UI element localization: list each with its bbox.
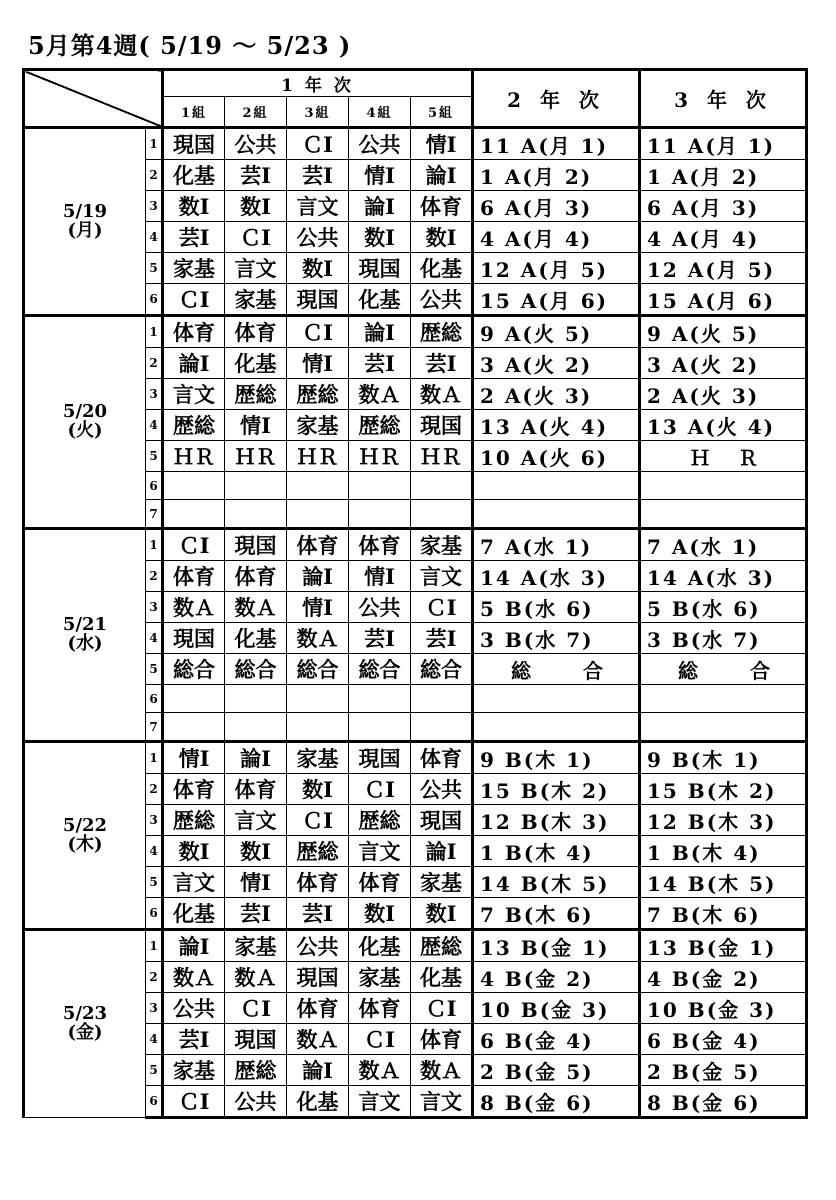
period-number: 4 <box>146 410 163 441</box>
class-subject-cell <box>163 685 225 713</box>
class-subject-cell: 体育 <box>411 1024 473 1055</box>
class-subject-cell: 芸Ⅰ <box>225 898 287 930</box>
day-weekday: (金) <box>67 1022 103 1043</box>
period-number: 5 <box>146 253 163 284</box>
class-subject-cell: 歴総 <box>287 836 349 867</box>
class-subject-cell: 言文 <box>225 805 287 836</box>
class-subject-cell: 体育 <box>287 529 349 561</box>
period-number: 3 <box>146 191 163 222</box>
class-subject-cell: 家基 <box>349 962 411 993</box>
year2-slot-cell: 6 B(金 4) <box>473 1024 640 1055</box>
class-subject-cell: 芸Ⅰ <box>225 160 287 191</box>
class-subject-cell <box>225 713 287 742</box>
class-subject-cell: 公共 <box>287 222 349 253</box>
class-subject-cell <box>287 500 349 529</box>
period-number: 7 <box>146 713 163 742</box>
period-number: 1 <box>146 742 163 774</box>
class-subject-cell: 体育 <box>225 561 287 592</box>
class-subject-cell: ＨＲ <box>411 441 473 472</box>
class-subject-cell <box>163 472 225 500</box>
class-subject-cell: 言文 <box>411 561 473 592</box>
year2-slot-cell <box>473 472 640 500</box>
class-subject-cell: 数Ⅰ <box>163 836 225 867</box>
year3-slot-cell: 6 A(月 3) <box>640 191 807 222</box>
year2-slot-cell: 4 A(月 4) <box>473 222 640 253</box>
period-number: 2 <box>146 774 163 805</box>
class-subject-cell: ＨＲ <box>163 441 225 472</box>
class-subject-cell: 公共 <box>287 930 349 962</box>
class-subject-cell: 情Ⅰ <box>287 348 349 379</box>
class-subject-cell: ＣⅠ <box>225 222 287 253</box>
class-subject-cell: 現国 <box>225 529 287 561</box>
year3-slot-cell: 7 B(木 6) <box>640 898 807 930</box>
class-subject-cell: 現国 <box>163 623 225 654</box>
class-subject-cell: 現国 <box>411 805 473 836</box>
day-date: 5/22 <box>62 814 108 836</box>
year2-slot-cell: 総 合 <box>473 654 640 685</box>
period-number: 1 <box>146 128 163 160</box>
class-subject-cell <box>287 472 349 500</box>
class-subject-cell <box>349 685 411 713</box>
class-subject-cell: 数Ａ <box>349 1055 411 1086</box>
class-header: 1組 <box>163 97 225 128</box>
period-number: 4 <box>146 623 163 654</box>
class-subject-cell: 言文 <box>163 379 225 410</box>
period-number: 6 <box>146 898 163 930</box>
class-subject-cell: 芸Ⅰ <box>411 348 473 379</box>
class-subject-cell: 芸Ⅰ <box>163 1024 225 1055</box>
class-subject-cell: ＨＲ <box>349 441 411 472</box>
class-subject-cell: 芸Ⅰ <box>349 348 411 379</box>
year3-slot-cell: 15 A(月 6) <box>640 284 807 316</box>
class-subject-cell: 家基 <box>225 284 287 316</box>
year1-header: 1 年 次 <box>163 70 473 97</box>
class-subject-cell: 家基 <box>287 742 349 774</box>
class-subject-cell: 数Ａ <box>411 1055 473 1086</box>
year3-slot-cell: 6 B(金 4) <box>640 1024 807 1055</box>
year2-slot-cell: 15 A(月 6) <box>473 284 640 316</box>
class-subject-cell: 数Ａ <box>349 379 411 410</box>
class-subject-cell: 化基 <box>225 348 287 379</box>
day-label <box>24 128 146 316</box>
class-subject-cell: 家基 <box>287 410 349 441</box>
year3-slot-cell: 10 B(金 3) <box>640 993 807 1024</box>
year3-header: 3 年 次 <box>640 70 807 128</box>
class-subject-cell: 歴総 <box>225 379 287 410</box>
class-subject-cell: 歴総 <box>287 379 349 410</box>
period-number: 6 <box>146 685 163 713</box>
day-date: 5/21 <box>62 614 108 636</box>
class-subject-cell: 言文 <box>349 1086 411 1118</box>
period-number: 4 <box>146 836 163 867</box>
class-subject-cell: 公共 <box>411 774 473 805</box>
year3-slot-cell <box>640 500 807 529</box>
class-subject-cell: 体育 <box>163 316 225 348</box>
class-subject-cell: 体育 <box>287 867 349 898</box>
class-subject-cell <box>287 713 349 742</box>
class-subject-cell: 言文 <box>163 867 225 898</box>
class-subject-cell: 公共 <box>225 128 287 160</box>
year2-slot-cell: 2 B(金 5) <box>473 1055 640 1086</box>
class-subject-cell: 論Ⅰ <box>349 316 411 348</box>
corner-cell <box>24 70 163 128</box>
class-subject-cell: ＨＲ <box>225 441 287 472</box>
class-subject-cell: 現国 <box>287 284 349 316</box>
year2-slot-cell: 14 B(木 5) <box>473 867 640 898</box>
class-subject-cell: 総合 <box>225 654 287 685</box>
class-subject-cell: 数Ⅰ <box>411 898 473 930</box>
class-subject-cell: 数Ａ <box>163 962 225 993</box>
class-subject-cell: 体育 <box>349 529 411 561</box>
year2-slot-cell <box>473 500 640 529</box>
class-subject-cell: ＣⅠ <box>349 1024 411 1055</box>
period-number: 3 <box>146 993 163 1024</box>
year3-slot-cell: 4 B(金 2) <box>640 962 807 993</box>
period-row <box>24 742 807 774</box>
class-subject-cell <box>225 685 287 713</box>
class-subject-cell: 歴総 <box>349 805 411 836</box>
class-subject-cell: 化基 <box>225 623 287 654</box>
class-subject-cell <box>225 472 287 500</box>
class-subject-cell: 数Ａ <box>225 592 287 623</box>
period-number: 2 <box>146 160 163 191</box>
period-number: 5 <box>146 867 163 898</box>
class-subject-cell: 化基 <box>349 930 411 962</box>
class-subject-cell: 論Ⅰ <box>225 742 287 774</box>
class-subject-cell: 情Ⅰ <box>163 742 225 774</box>
class-subject-cell: 情Ⅰ <box>287 592 349 623</box>
year2-slot-cell: 13 B(金 1) <box>473 930 640 962</box>
class-subject-cell: 論Ⅰ <box>287 561 349 592</box>
year3-slot-cell: 12 B(木 3) <box>640 805 807 836</box>
year3-slot-cell: 3 B(水 7) <box>640 623 807 654</box>
year2-slot-cell: 1 A(月 2) <box>473 160 640 191</box>
class-header: 4組 <box>349 97 411 128</box>
day-label <box>24 930 146 1118</box>
class-header: 2組 <box>225 97 287 128</box>
period-number: 1 <box>146 930 163 962</box>
class-subject-cell: 化基 <box>349 284 411 316</box>
class-subject-cell: 数Ⅰ <box>349 222 411 253</box>
day-weekday: (火) <box>67 420 103 441</box>
period-number: 2 <box>146 348 163 379</box>
class-subject-cell: 数Ａ <box>287 623 349 654</box>
year2-slot-cell: 12 B(木 3) <box>473 805 640 836</box>
class-subject-cell: 言文 <box>349 836 411 867</box>
class-subject-cell <box>163 500 225 529</box>
period-row <box>24 128 807 160</box>
class-subject-cell: ＣⅠ <box>287 805 349 836</box>
class-subject-cell <box>287 685 349 713</box>
day-label <box>24 529 146 742</box>
year3-slot-cell: 9 A(火 5) <box>640 316 807 348</box>
class-subject-cell: 体育 <box>225 316 287 348</box>
class-subject-cell: 論Ⅰ <box>411 836 473 867</box>
year2-slot-cell: 12 A(月 5) <box>473 253 640 284</box>
period-number: 6 <box>146 284 163 316</box>
class-subject-cell: 芸Ⅰ <box>287 898 349 930</box>
class-subject-cell: 歴総 <box>225 1055 287 1086</box>
class-subject-cell: 公共 <box>349 128 411 160</box>
class-subject-cell <box>411 500 473 529</box>
class-subject-cell: 総合 <box>411 654 473 685</box>
period-number: 5 <box>146 1055 163 1086</box>
year2-slot-cell: 15 B(木 2) <box>473 774 640 805</box>
class-subject-cell: ＣⅠ <box>163 284 225 316</box>
class-subject-cell: 体育 <box>287 993 349 1024</box>
year3-slot-cell: 3 A(火 2) <box>640 348 807 379</box>
header-row-years <box>24 70 807 97</box>
day-date: 5/19 <box>62 200 108 222</box>
class-subject-cell: 数Ⅰ <box>411 222 473 253</box>
class-subject-cell: 家基 <box>411 529 473 561</box>
timetable <box>22 68 808 1119</box>
year2-slot-cell: 2 A(火 3) <box>473 379 640 410</box>
class-subject-cell: 公共 <box>411 284 473 316</box>
year2-slot-cell: 10 B(金 3) <box>473 993 640 1024</box>
year3-slot-cell <box>640 685 807 713</box>
year2-header: 2 年 次 <box>473 70 640 128</box>
class-subject-cell: 現国 <box>349 253 411 284</box>
day-date: 5/23 <box>62 1003 108 1025</box>
class-subject-cell: 言文 <box>287 191 349 222</box>
class-subject-cell <box>411 713 473 742</box>
class-subject-cell: 数Ⅰ <box>287 774 349 805</box>
year2-slot-cell: 4 B(金 2) <box>473 962 640 993</box>
day-label <box>24 316 146 529</box>
year2-slot-cell: 11 A(月 1) <box>473 128 640 160</box>
year2-slot-cell: 14 A(水 3) <box>473 561 640 592</box>
class-subject-cell: ＣⅠ <box>411 592 473 623</box>
class-subject-cell: 歴総 <box>163 805 225 836</box>
class-subject-cell: 数Ⅰ <box>287 253 349 284</box>
class-subject-cell: 論Ⅰ <box>349 191 411 222</box>
period-number: 3 <box>146 592 163 623</box>
class-subject-cell: 情Ⅰ <box>225 867 287 898</box>
year3-slot-cell: 2 A(火 3) <box>640 379 807 410</box>
class-subject-cell: ＣⅠ <box>287 316 349 348</box>
period-number: 1 <box>146 316 163 348</box>
class-subject-cell <box>411 472 473 500</box>
day-label <box>24 742 146 930</box>
class-subject-cell: 公共 <box>163 993 225 1024</box>
class-subject-cell: 情Ⅰ <box>225 410 287 441</box>
class-subject-cell: 数Ⅰ <box>349 898 411 930</box>
year3-slot-cell: 14 B(木 5) <box>640 867 807 898</box>
class-subject-cell <box>411 685 473 713</box>
class-subject-cell: 体育 <box>225 774 287 805</box>
period-number: 6 <box>146 472 163 500</box>
year3-slot-cell: 13 A(火 4) <box>640 410 807 441</box>
class-subject-cell: 数Ⅰ <box>225 836 287 867</box>
year3-slot-cell: 7 A(水 1) <box>640 529 807 561</box>
page-title: 5月第4週( 5/19 ～ 5/23 ) <box>28 31 352 60</box>
class-subject-cell: ＣⅠ <box>163 529 225 561</box>
class-subject-cell: 現国 <box>411 410 473 441</box>
class-subject-cell: 化基 <box>411 253 473 284</box>
class-subject-cell: ＣⅠ <box>349 774 411 805</box>
class-subject-cell: 体育 <box>411 742 473 774</box>
year2-slot-cell: 10 A(火 6) <box>473 441 640 472</box>
class-subject-cell: 現国 <box>287 962 349 993</box>
period-number: 5 <box>146 654 163 685</box>
class-subject-cell: 家基 <box>163 1055 225 1086</box>
class-subject-cell: 論Ⅰ <box>287 1055 349 1086</box>
year2-slot-cell: 13 A(火 4) <box>473 410 640 441</box>
class-subject-cell: 芸Ⅰ <box>349 623 411 654</box>
class-subject-cell: 数Ａ <box>411 379 473 410</box>
year3-slot-cell: 5 B(水 6) <box>640 592 807 623</box>
class-subject-cell: 公共 <box>349 592 411 623</box>
class-subject-cell: 芸Ⅰ <box>287 160 349 191</box>
period-number: 2 <box>146 962 163 993</box>
year3-slot-cell: 9 B(木 1) <box>640 742 807 774</box>
period-number: 3 <box>146 805 163 836</box>
class-subject-cell: 歴総 <box>349 410 411 441</box>
year2-slot-cell: 9 B(木 1) <box>473 742 640 774</box>
year3-slot-cell: 2 B(金 5) <box>640 1055 807 1086</box>
class-subject-cell <box>349 713 411 742</box>
class-subject-cell: 総合 <box>163 654 225 685</box>
class-subject-cell: 論Ⅰ <box>411 160 473 191</box>
class-subject-cell: 体育 <box>349 993 411 1024</box>
period-number: 5 <box>146 441 163 472</box>
class-subject-cell: 家基 <box>411 867 473 898</box>
class-subject-cell <box>349 472 411 500</box>
class-subject-cell <box>349 500 411 529</box>
class-subject-cell: 数Ａ <box>225 962 287 993</box>
class-subject-cell: 体育 <box>411 191 473 222</box>
class-subject-cell: 化基 <box>163 160 225 191</box>
class-subject-cell: 現国 <box>349 742 411 774</box>
year3-slot-cell: 11 A(月 1) <box>640 128 807 160</box>
class-subject-cell: 数Ａ <box>163 592 225 623</box>
class-subject-cell: 情Ⅰ <box>349 160 411 191</box>
class-subject-cell: 総合 <box>349 654 411 685</box>
class-header: 3組 <box>287 97 349 128</box>
year2-slot-cell: 1 B(木 4) <box>473 836 640 867</box>
class-header: 5組 <box>411 97 473 128</box>
year3-slot-cell: 4 A(月 4) <box>640 222 807 253</box>
class-subject-cell <box>225 500 287 529</box>
class-subject-cell: ＨＲ <box>287 441 349 472</box>
day-date: 5/20 <box>62 401 108 423</box>
period-number: 3 <box>146 379 163 410</box>
class-subject-cell: 数Ⅰ <box>225 191 287 222</box>
class-subject-cell: 歴総 <box>411 316 473 348</box>
year3-slot-cell: 15 B(木 2) <box>640 774 807 805</box>
year3-slot-cell: Ｈ Ｒ <box>640 441 807 472</box>
year3-slot-cell: 1 B(木 4) <box>640 836 807 867</box>
period-number: 7 <box>146 500 163 529</box>
period-row <box>24 930 807 962</box>
year2-slot-cell: 5 B(水 6) <box>473 592 640 623</box>
class-subject-cell: 家基 <box>225 930 287 962</box>
period-row <box>24 316 807 348</box>
class-subject-cell: ＣⅠ <box>411 993 473 1024</box>
year3-slot-cell: 1 A(月 2) <box>640 160 807 191</box>
class-subject-cell: 数Ⅰ <box>163 191 225 222</box>
class-subject-cell: 言文 <box>411 1086 473 1118</box>
class-subject-cell: 体育 <box>163 774 225 805</box>
period-number: 2 <box>146 561 163 592</box>
class-subject-cell: ＣⅠ <box>225 993 287 1024</box>
class-subject-cell: ＣⅠ <box>163 1086 225 1118</box>
class-subject-cell: 情Ⅰ <box>349 561 411 592</box>
class-subject-cell: 現国 <box>163 128 225 160</box>
class-subject-cell: ＣⅠ <box>287 128 349 160</box>
day-weekday: (木) <box>67 833 103 855</box>
class-subject-cell: 現国 <box>225 1024 287 1055</box>
class-subject-cell: 化基 <box>287 1086 349 1118</box>
class-subject-cell: 芸Ⅰ <box>163 222 225 253</box>
year2-slot-cell: 8 B(金 6) <box>473 1086 640 1118</box>
year3-slot-cell: 8 B(金 6) <box>640 1086 807 1118</box>
class-subject-cell <box>163 713 225 742</box>
year2-slot-cell: 3 A(火 2) <box>473 348 640 379</box>
class-subject-cell: 数Ａ <box>287 1024 349 1055</box>
year3-slot-cell <box>640 472 807 500</box>
period-number: 4 <box>146 1024 163 1055</box>
class-subject-cell: 芸Ⅰ <box>411 623 473 654</box>
year3-slot-cell: 14 A(水 3) <box>640 561 807 592</box>
class-subject-cell: 歴総 <box>411 930 473 962</box>
year3-slot-cell <box>640 713 807 742</box>
day-weekday: (月) <box>67 219 103 241</box>
year2-slot-cell: 7 A(水 1) <box>473 529 640 561</box>
class-subject-cell: 言文 <box>225 253 287 284</box>
day-weekday: (水) <box>67 633 103 654</box>
class-subject-cell: 体育 <box>349 867 411 898</box>
class-subject-cell: 情Ⅰ <box>411 128 473 160</box>
year2-slot-cell: 7 B(木 6) <box>473 898 640 930</box>
period-number: 4 <box>146 222 163 253</box>
class-subject-cell: 公共 <box>225 1086 287 1118</box>
year2-slot-cell: 9 A(火 5) <box>473 316 640 348</box>
class-subject-cell: 化基 <box>163 898 225 930</box>
period-number: 6 <box>146 1086 163 1118</box>
class-subject-cell: 体育 <box>163 561 225 592</box>
class-subject-cell: 化基 <box>411 962 473 993</box>
period-row <box>24 529 807 561</box>
year3-slot-cell: 総 合 <box>640 654 807 685</box>
year2-slot-cell <box>473 685 640 713</box>
class-subject-cell: 論Ⅰ <box>163 348 225 379</box>
year2-slot-cell: 6 A(月 3) <box>473 191 640 222</box>
period-number: 1 <box>146 529 163 561</box>
year2-slot-cell: 3 B(水 7) <box>473 623 640 654</box>
class-subject-cell: 歴総 <box>163 410 225 441</box>
year3-slot-cell: 13 B(金 1) <box>640 930 807 962</box>
class-subject-cell: 論Ⅰ <box>163 930 225 962</box>
year2-slot-cell <box>473 713 640 742</box>
year3-slot-cell: 12 A(月 5) <box>640 253 807 284</box>
class-subject-cell: 家基 <box>163 253 225 284</box>
class-subject-cell: 総合 <box>287 654 349 685</box>
